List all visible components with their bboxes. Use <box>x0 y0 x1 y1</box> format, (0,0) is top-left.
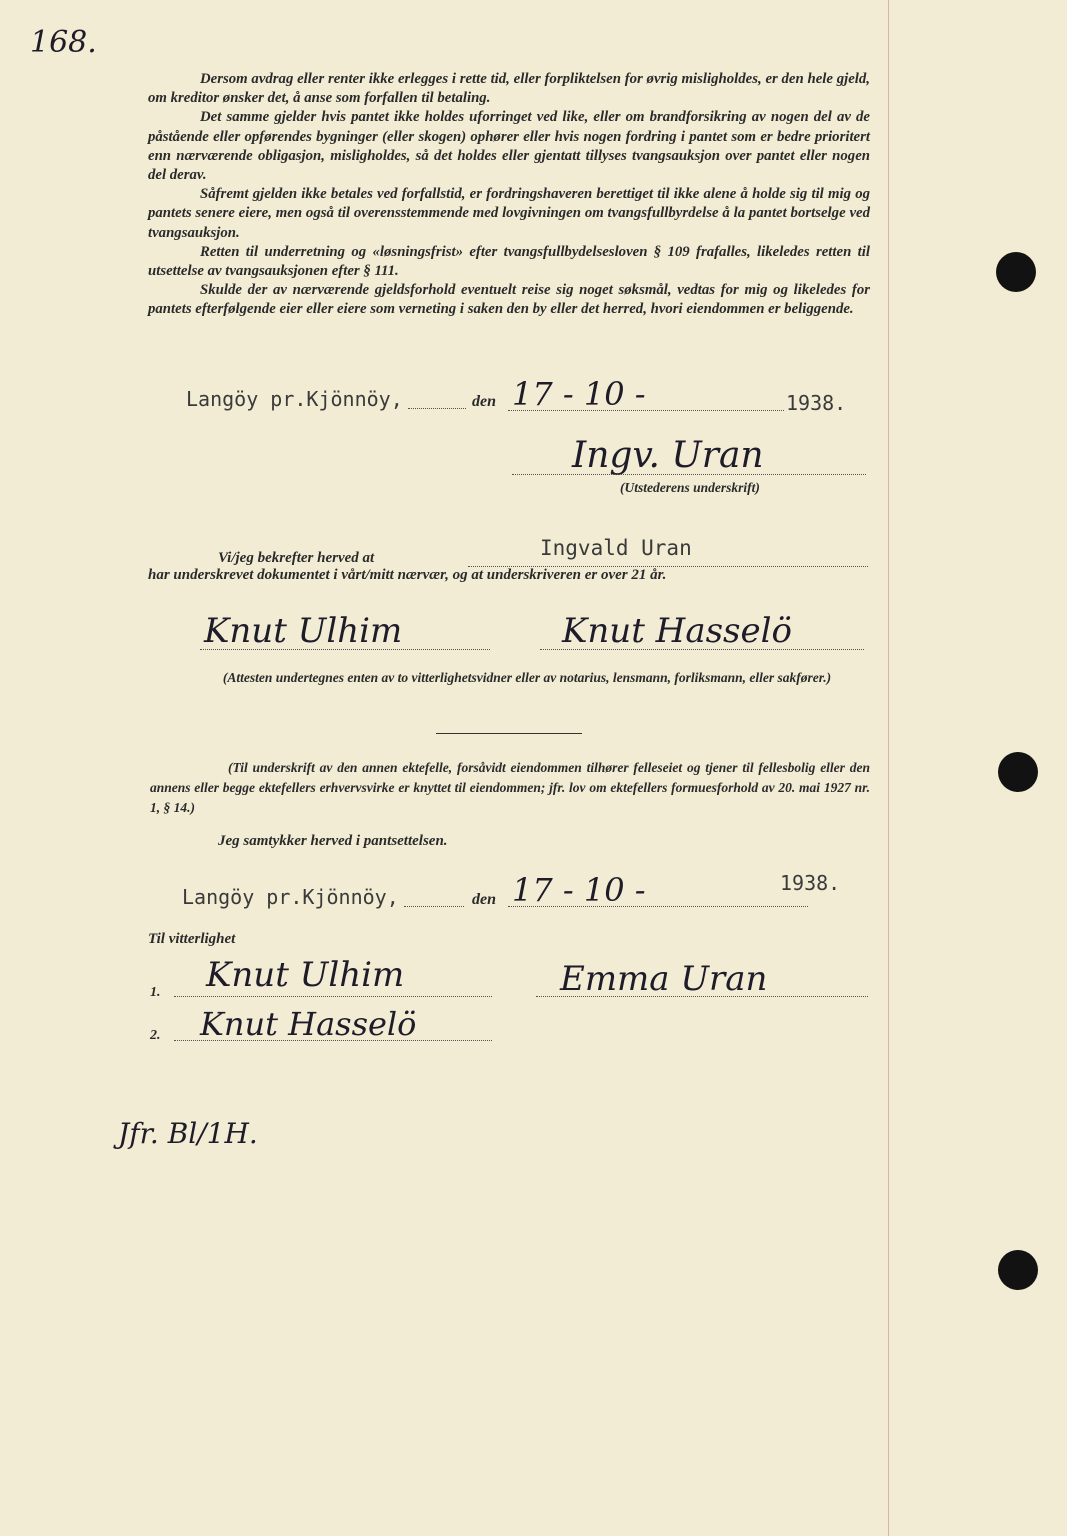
first-date-day-month: 17 - 10 - <box>512 375 646 413</box>
witness-row-1-number: 1. <box>150 985 161 1000</box>
issuer-caption: (Utstederens underskrift) <box>620 480 760 495</box>
spouse-note: (Til underskrift av den annen ektefelle, forsåvidt eiendommen tilhører felleseiet og tjener til fellesbolig eller den annens eller begge ektefellers erhvervsvirke er knyttet til eiendommen; jfr. lov om ektefellers formuesforhold av 20. mai 1927 nr. 1, § 14.) <box>150 760 870 815</box>
witness-signature-1-dots <box>200 649 490 650</box>
section-divider <box>436 733 582 734</box>
witness-row-2-signature: Knut Hasselö <box>200 1005 417 1043</box>
witness-row-2-dots <box>174 1040 492 1041</box>
first-date-place: Langöy pr.Kjönnöy, <box>186 387 403 411</box>
punch-hole-bottom <box>998 1250 1038 1290</box>
confirmation-line2: har underskrevet dokumentet i vårt/mitt nærvær, og at underskriveren er over 21 år. <box>148 567 667 583</box>
witness-signature-1: Knut Ulhim <box>204 611 403 651</box>
witness-row-1-signature: Knut Ulhim <box>206 955 405 995</box>
second-date-place-dots <box>404 906 464 907</box>
second-date-dots <box>508 906 808 907</box>
first-date-place-dots <box>408 408 466 409</box>
first-date-den-label: den <box>472 393 496 410</box>
first-date-year: 1938. <box>786 391 847 415</box>
punch-hole-top <box>996 252 1036 292</box>
attest-note: (Attesten undertegnes enten av to vitterlighetsvidner eller av notarius, lensmann, forliksmann, eller sakfører.) <box>222 670 832 685</box>
terms-paragraph: Såfremt gjelden ikke betales ved forfallstid, er fordringshaveren berettiget til ikke alene å holde sig til mig og pantets senere eiere, men også til overensstemmende med lovgivningen om tvangsfullbyrdelse å la pantet bortselge ved tvangsauksjon. <box>148 186 870 241</box>
witness-row-2-number: 2. <box>150 1028 161 1043</box>
terms-paragraph: Retten til underretning og «løsningsfrist» efter tvangsfullbydelsesloven § 109 frafalles, likeledes retten til utsettelse av tvangsauksjonen efter § 111. <box>148 243 870 280</box>
issuer-signature-dots <box>512 474 866 475</box>
second-date-place: Langöy pr.Kjönnöy, <box>182 885 399 909</box>
consent-text: Jeg samtykker herved i pantsettelsen. <box>218 833 448 849</box>
witness-row-1-dots <box>174 996 492 997</box>
terms-paragraph: Dersom avdrag eller renter ikke erlegges i rette tid, eller forpliktelsen for øvrig misligholdes, er den hele gjeld, om kreditor ønsker det, å anse som forfallen til betaling. <box>148 71 870 107</box>
terms-paragraph: Det samme gjelder hvis pantet ikke holdes uforringet ved like, eller om brandforsikring av nogen del av de påstående eller opførendes bygninger (eller skogen) ophører eller hvis nogen fordring i pantet som er bedre prioritert enn nærværende obligasjon, misligholdes, så det holdes eller gjentatt tillyses tvangsauksjon over pantet eller nogen del derav. <box>148 109 870 184</box>
page-number: 168. <box>30 25 97 60</box>
punch-hole-middle <box>998 752 1038 792</box>
issuer-signature: Ingv. Uran <box>572 435 764 476</box>
witness-signature-2: Knut Hasselö <box>562 611 792 651</box>
first-date-dots <box>508 410 784 411</box>
margin-note: Jfr. Bl/1H. <box>118 1117 258 1150</box>
spouse-signature: Emma Uran <box>560 959 768 999</box>
second-date-day-month: 17 - 10 - <box>512 871 646 909</box>
witness-signature-2-dots <box>540 649 864 650</box>
confirmation-name: Ingvald Uran <box>540 536 692 560</box>
second-date-den-label: den <box>472 891 496 908</box>
terms-paragraph: Skulde der av nærværende gjeldsforhold eventuelt reise sig noget søksmål, vedtas for mig og likeledes for pantets efterfølgende eier eller eiere som verneting i saken den by eller det herred, hvori eiendommen er beliggende. <box>148 282 870 318</box>
terms-block <box>148 70 870 320</box>
second-date-year: 1938. <box>780 871 841 895</box>
binding-margin-line <box>888 0 889 1536</box>
vitterlighet-label: Til vitterlighet <box>148 931 236 947</box>
spouse-signature-dots <box>536 996 868 997</box>
confirmation-prefix: Vi/jeg bekrefter herved at <box>218 550 375 566</box>
